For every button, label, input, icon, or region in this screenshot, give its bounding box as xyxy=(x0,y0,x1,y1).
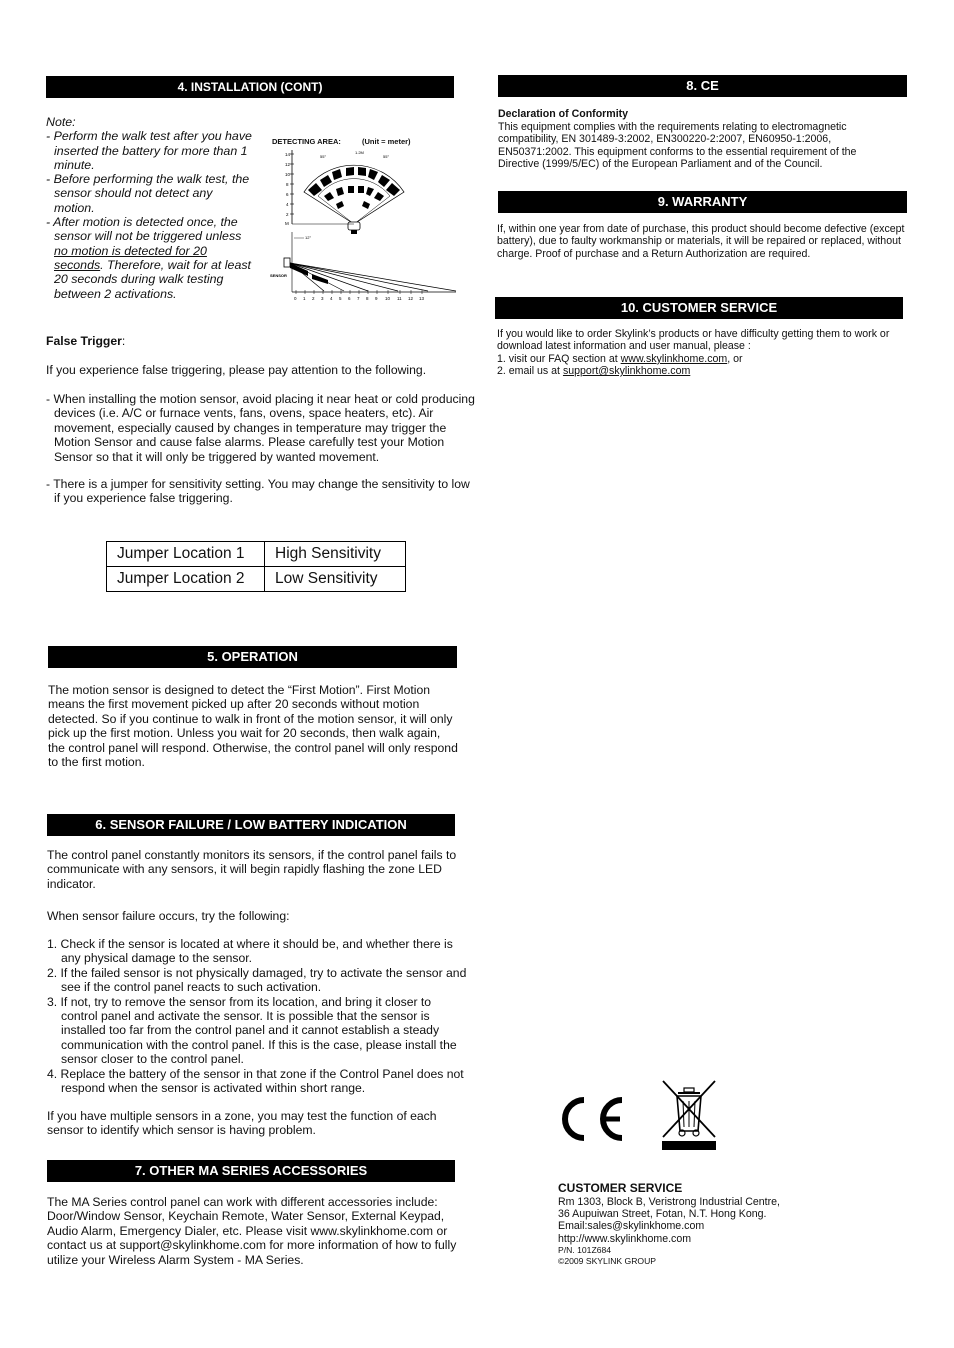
section-header-ce: 8. CE xyxy=(498,75,907,97)
x-tick: 11 xyxy=(397,296,402,301)
note-item xyxy=(46,215,256,301)
angle-left-label: 55° xyxy=(320,154,327,159)
footer-copyright: ©2009 SKYLINK GROUP xyxy=(558,1255,657,1266)
x-tick: 7 xyxy=(357,296,360,301)
ce-body: This equipment complies with the requirements relating to electromagnetic compatibility, EN 301489-3:2002, EN300220-2:2007, EN60950-1:2006, EN50371:2002. This equipment conforms to the essential requirement of the Directive (1999/5/EC) of the European Parliament and of the Council. xyxy=(498,121,857,171)
installation-notes xyxy=(46,115,256,301)
x-tick: 5 xyxy=(339,296,342,301)
y-tick: 2 xyxy=(286,212,289,217)
note-text: - After motion is detected once, the sensor will not be triggered unless xyxy=(46,215,242,244)
weee-crossed-bin-icon xyxy=(660,1079,718,1151)
x-tick: 6 xyxy=(348,296,351,301)
section-header-warranty: 9. WARRANTY xyxy=(498,191,907,213)
section-header-customer-service: 10. CUSTOMER SERVICE xyxy=(495,297,903,319)
line-text: 2. email us at xyxy=(497,365,563,378)
detecting-area-diagram xyxy=(268,134,460,304)
footer-title: CUSTOMER SERVICE xyxy=(558,1181,683,1195)
y-tick: 4 xyxy=(286,202,289,207)
jumper-table xyxy=(106,541,406,592)
customer-service-line xyxy=(497,353,905,365)
ce-mark-icon xyxy=(558,1094,628,1144)
operation-body: The motion sensor is designed to detect the “First Motion”. First Motion means the first movement picked up after 20 seconds without motion detected. So if you continue to walk in front of the motion sensor, it will only pick up the first motion. Unless you wait for 20 seconds, then walk again, the control panel will respond. Otherwise, the control panel will only respond to the first motion. xyxy=(48,683,458,770)
table-cell: Jumper Location 1 xyxy=(107,542,265,567)
note-text: . Therefore, wait for at least 20 seconds during walk testing between 2 activations. xyxy=(54,257,251,301)
ce-title: Declaration of Conformity xyxy=(498,108,629,120)
y-tick: M xyxy=(285,221,289,226)
detection-zones xyxy=(308,167,400,209)
note-item: - Before performing the walk test, the sensor should not detect any motion. xyxy=(46,172,250,215)
angle-right-label: 55° xyxy=(383,154,390,159)
x-tick: 1 xyxy=(303,296,306,301)
customer-service-intro: If you would like to order Skylink’s products or have difficulty getting them to work or download latest information and user manual, please : xyxy=(497,328,890,353)
list-item: 3. If not, try to remove the sensor from its location, and bring it closer to control panel and activate the sensor. It is possible that the sensor is installed too far from the control panel and it cannot establish a steady communication with the control panel. If this is the case, please install the sensor closer to the control panel. xyxy=(47,994,457,1067)
table-row xyxy=(107,567,406,592)
false-trigger-item: - When installing the motion sensor, avoid placing it near heat or cold producing devices (i.e. A/C or furnace vents, fans, ovens, space heaters, etc). Air movement, especially caused by changes in temperature may trigger the Motion Sensor and cause false alarms. Please carefully test your Motion Sensor so that it will only be triggered by wanted movement. xyxy=(46,392,475,464)
y-tick: 10 xyxy=(285,172,291,177)
false-trigger-intro: If you experience false triggering, please pay attention to the following. xyxy=(46,363,427,377)
sensor-failure-steps xyxy=(47,937,467,1095)
list-item: 4. Replace the battery of the sensor in that zone if the Control Panel does not respond when the sensor is activated within short range. xyxy=(47,1066,464,1096)
sensor-failure-p2: When sensor failure occurs, try the following: xyxy=(47,909,290,923)
false-trigger-title-text: False Trigger xyxy=(46,334,122,348)
detecting-area-svg xyxy=(268,134,460,304)
y-tick: 12 xyxy=(285,162,291,167)
y-tick: 8 xyxy=(286,182,289,187)
list-item: 2. If the failed sensor is not physically damaged, try to activate the sensor and see if the control panel reacts to such activation. xyxy=(47,965,467,995)
note-underlined-text: no motion is detected for 20 seconds xyxy=(54,243,207,272)
accessories-body: The MA Series control panel can work with different accessories include: Door/Window Sensor, Keychain Remote, Water Sensor, External Keypad, Audio Alarm, Emergency Dialer, etc. Please visit www.skylinkhome.com or contact us at support@skylinkhome.com for more information of how to fully utilize your Wireless Alarm System - MA Series. xyxy=(47,1195,457,1267)
x-tick: 4 xyxy=(330,296,333,301)
angle-mid-label: 1.2M xyxy=(355,150,364,155)
list-item: 1. Check if the sensor is located at where it should be, and whether there is any physical damage to the sensor. xyxy=(47,937,453,966)
faq-link[interactable]: www.skylinkhome.com xyxy=(620,352,728,365)
note-title: Note: xyxy=(46,115,76,129)
footer-line: 36 Aupuiwan Street, Fotan, N.T. Hong Kong. xyxy=(558,1208,767,1221)
x-tick: 2 xyxy=(312,296,315,301)
line-text: 1. visit our FAQ section at xyxy=(497,352,621,365)
section-header-accessories: 7. OTHER MA SERIES ACCESSORIES xyxy=(47,1160,455,1182)
line-text: , or xyxy=(727,352,743,365)
x-tick: 9 xyxy=(375,296,378,301)
footer-line: http://www.skylinkhome.com xyxy=(558,1232,692,1245)
warranty-body: If, within one year from date of purchase, this product should become defective (except battery), due to faulty workmanship or materials, it will be repaired or replaced, without charge. Proof of purchase and a Return Authorization are required. xyxy=(497,223,905,260)
x-tick: 8 xyxy=(366,296,369,301)
table-cell: High Sensitivity xyxy=(265,542,406,567)
y-tick: 6 xyxy=(286,192,289,197)
customer-service-body xyxy=(497,328,905,378)
diagram-unit: (Unit = meter) xyxy=(362,137,411,146)
section-header-installation: 4. INSTALLATION (CONT) xyxy=(46,76,454,98)
x-tick: 10 xyxy=(385,296,391,301)
section-header-operation: 5. OPERATION xyxy=(48,646,457,668)
footer-part-number: P/N. 101Z684 xyxy=(558,1244,612,1255)
side-angle-label: 12° xyxy=(305,235,312,240)
y-tick: 14 xyxy=(285,152,291,157)
note-item: - Perform the walk test after you have inserted the battery for more than 1 minute. xyxy=(46,129,252,172)
sensor-failure-p3: If you have multiple sensors in a zone, you may test the function of each sensor to identify which sensor is having problem. xyxy=(47,1109,437,1138)
support-email-link[interactable]: support@skylinkhome.com xyxy=(562,365,691,378)
table-row xyxy=(107,542,406,567)
sensor-label: SENSOR xyxy=(270,273,287,278)
false-trigger-item: - There is a jumper for sensitivity setting. You may change the sensitivity to low if you experience false triggering. xyxy=(46,477,470,506)
customer-service-line xyxy=(497,365,905,377)
footer-address xyxy=(558,1196,858,1267)
diagram-title: DETECTING AREA: xyxy=(272,137,341,146)
x-tick: 13 xyxy=(419,296,425,301)
section-header-sensor-failure: 6. SENSOR FAILURE / LOW BATTERY INDICATION xyxy=(47,814,455,836)
sensor-failure-p1: The control panel constantly monitors its sensors, if the control panel fails to communicate with any sensors, it will begin rapidly flashing the zone LED indicator. xyxy=(47,848,457,891)
table-cell: Jumper Location 2 xyxy=(107,567,265,592)
x-tick: 3 xyxy=(321,296,324,301)
table-cell: Low Sensitivity xyxy=(265,567,406,592)
x-tick: 12 xyxy=(408,296,414,301)
footer-line: Email:sales@skylinkhome.com xyxy=(558,1220,705,1233)
footer-line: Rm 1303, Block B, Veristrong Industrial Centre, xyxy=(558,1196,780,1208)
x-tick: 0 xyxy=(294,296,297,301)
false-trigger-title: False Trigger: xyxy=(46,334,126,348)
